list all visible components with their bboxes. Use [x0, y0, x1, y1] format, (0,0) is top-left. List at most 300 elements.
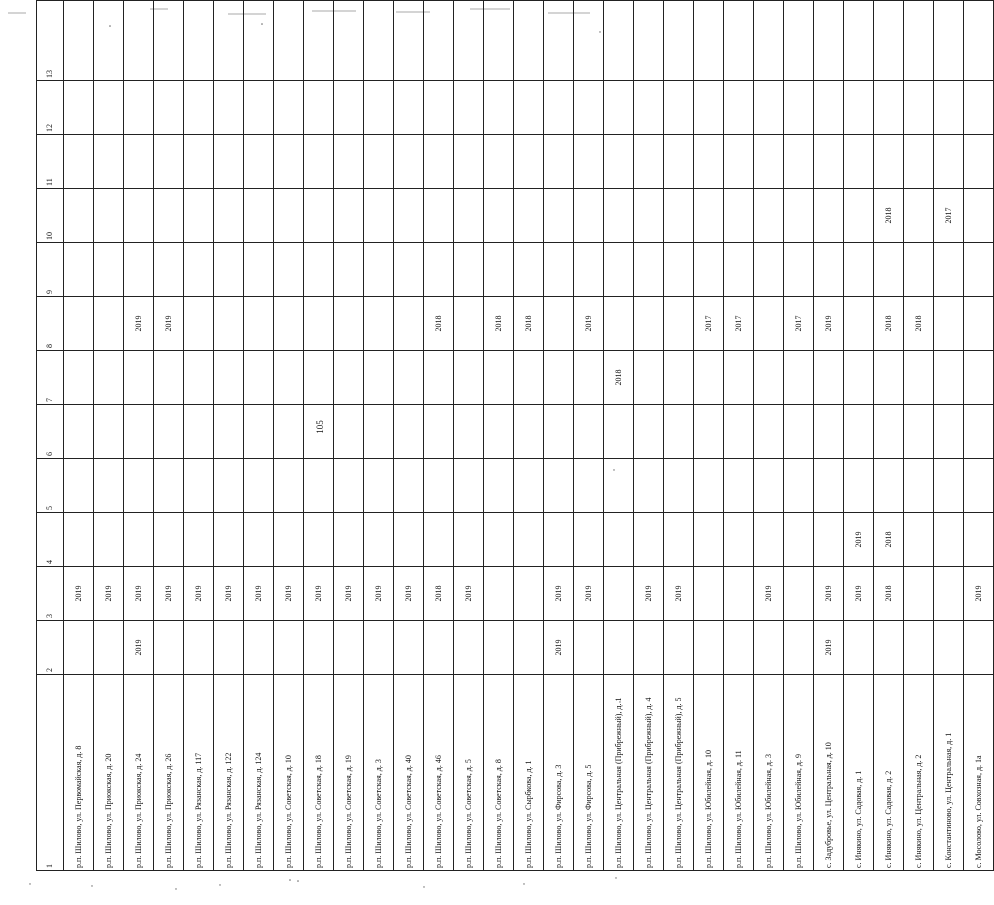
- address-cell: р.п. Шилово, ул. Советская, д. 5: [454, 675, 484, 871]
- year-cell: [124, 243, 154, 297]
- year-cell: [424, 189, 454, 243]
- year-cell: [964, 297, 994, 351]
- year-cell: [754, 297, 784, 351]
- year-cell: [814, 405, 844, 459]
- year-cell: 2019: [184, 567, 214, 621]
- year-cell: [154, 189, 184, 243]
- year-cell: 2019: [754, 567, 784, 621]
- year-cell: [274, 135, 304, 189]
- year-cell: [544, 351, 574, 405]
- year-cell: [574, 513, 604, 567]
- year-cell: [754, 513, 784, 567]
- year-cell: [604, 297, 634, 351]
- address-cell: р.п. Шилово, ул. Приокская, д. 20: [94, 675, 124, 871]
- year-cell: [424, 351, 454, 405]
- year-cell: [634, 135, 664, 189]
- year-cell: [484, 135, 514, 189]
- year-cell: [964, 135, 994, 189]
- table-row: [364, 1, 394, 871]
- year-cell: [244, 459, 274, 513]
- year-cell: [874, 621, 904, 675]
- year-cell: [574, 135, 604, 189]
- year-cell: [244, 351, 274, 405]
- year-cell: [514, 351, 544, 405]
- year-cell: 2019: [244, 567, 274, 621]
- year-cell: [424, 459, 454, 513]
- year-cell: [664, 513, 694, 567]
- year-cell: [604, 621, 634, 675]
- year-cell: 2018: [484, 297, 514, 351]
- address-cell: р.п. Шилово, ул. Фирсова, д. 3: [544, 675, 574, 871]
- year-cell: 2019: [814, 567, 844, 621]
- year-cell: [184, 1, 214, 81]
- year-cell: [904, 513, 934, 567]
- year-cell: 2019: [964, 567, 994, 621]
- year-cell: [544, 81, 574, 135]
- year-cell: [394, 297, 424, 351]
- year-cell: [274, 405, 304, 459]
- year-cell: [274, 243, 304, 297]
- year-cell: [814, 135, 844, 189]
- year-cell: 2019: [334, 567, 364, 621]
- year-cell: [814, 1, 844, 81]
- year-cell: [304, 189, 334, 243]
- year-cell: [184, 243, 214, 297]
- column-number: 7: [37, 351, 64, 405]
- year-cell: [214, 81, 244, 135]
- year-cell: [184, 351, 214, 405]
- column-number: 1: [37, 675, 64, 871]
- register-table: [36, 0, 994, 871]
- year-cell: 2019: [814, 621, 844, 675]
- year-cell: [244, 135, 274, 189]
- table-row: [124, 1, 154, 871]
- year-cell: [604, 567, 634, 621]
- year-cell: [604, 135, 634, 189]
- table-row: [694, 1, 724, 871]
- table-row: [604, 1, 634, 871]
- year-cell: [844, 351, 874, 405]
- year-cell: [844, 189, 874, 243]
- year-cell: [514, 135, 544, 189]
- address-cell: р.п. Шилово, ул. Советская, д. 19: [334, 675, 364, 871]
- year-cell: [694, 513, 724, 567]
- year-cell: [304, 297, 334, 351]
- year-cell: [664, 189, 694, 243]
- year-cell: [784, 351, 814, 405]
- year-cell: [184, 81, 214, 135]
- address-cell: р.п. Шилово, ул. Центральная (Прибрежный), д. 1: [604, 675, 634, 871]
- table-row: [64, 1, 94, 871]
- address-cell: р.п. Шилово, ул. Юбилейная, д. 10: [694, 675, 724, 871]
- column-number: 13: [37, 1, 64, 81]
- year-cell: 2017: [694, 297, 724, 351]
- year-cell: [934, 297, 964, 351]
- address-cell: р.п. Шилово, ул. Приокская, д. 26: [154, 675, 184, 871]
- year-cell: [184, 513, 214, 567]
- year-cell: [904, 405, 934, 459]
- year-cell: 2017: [784, 297, 814, 351]
- year-cell: [364, 297, 394, 351]
- year-cell: 2019: [394, 567, 424, 621]
- year-cell: [604, 189, 634, 243]
- column-number-row: [37, 1, 64, 871]
- year-cell: [424, 135, 454, 189]
- address-cell: р.п. Шилово, ул. Рязанская, д. 117: [184, 675, 214, 871]
- year-cell: [154, 459, 184, 513]
- year-cell: [694, 81, 724, 135]
- year-cell: [754, 621, 784, 675]
- year-cell: [904, 135, 934, 189]
- year-cell: [634, 189, 664, 243]
- year-cell: [694, 459, 724, 513]
- year-cell: [184, 405, 214, 459]
- address-cell: р.п. Шилово, ул. Советская, д. 46: [424, 675, 454, 871]
- year-cell: [844, 621, 874, 675]
- year-cell: [274, 297, 304, 351]
- year-cell: [364, 189, 394, 243]
- year-cell: [304, 351, 334, 405]
- column-number: 2: [37, 621, 64, 675]
- year-cell: [784, 243, 814, 297]
- year-cell: 2019: [274, 567, 304, 621]
- year-cell: [214, 351, 244, 405]
- table-row: [304, 1, 334, 871]
- year-cell: [454, 513, 484, 567]
- year-cell: [604, 459, 634, 513]
- year-cell: [94, 189, 124, 243]
- column-number: 8: [37, 297, 64, 351]
- year-cell: [754, 405, 784, 459]
- year-cell: [244, 189, 274, 243]
- year-cell: [394, 405, 424, 459]
- year-cell: [364, 351, 394, 405]
- address-cell: с. Задубровье, ул. Центральная, д. 10: [814, 675, 844, 871]
- year-cell: [94, 297, 124, 351]
- year-cell: [454, 189, 484, 243]
- address-cell: р.п. Шилово, ул. Центральная (Прибрежный), д. 5: [664, 675, 694, 871]
- year-cell: [724, 243, 754, 297]
- year-cell: 2018: [604, 351, 634, 405]
- year-cell: [664, 297, 694, 351]
- year-cell: [484, 189, 514, 243]
- year-cell: [694, 621, 724, 675]
- year-cell: [664, 621, 694, 675]
- year-cell: [274, 459, 304, 513]
- year-cell: [724, 567, 754, 621]
- year-cell: [514, 459, 544, 513]
- year-cell: [274, 351, 304, 405]
- year-cell: [334, 189, 364, 243]
- year-cell: [874, 135, 904, 189]
- year-cell: 2019: [214, 567, 244, 621]
- year-cell: [424, 513, 454, 567]
- year-cell: [484, 567, 514, 621]
- year-cell: [274, 189, 304, 243]
- year-cell: [94, 459, 124, 513]
- year-cell: [334, 621, 364, 675]
- year-cell: [274, 1, 304, 81]
- column-number: 10: [37, 189, 64, 243]
- year-cell: 2019: [664, 567, 694, 621]
- year-cell: [904, 351, 934, 405]
- year-cell: [244, 1, 274, 81]
- year-cell: 2019: [574, 567, 604, 621]
- year-cell: [904, 459, 934, 513]
- table-row: [904, 1, 934, 871]
- year-cell: [64, 621, 94, 675]
- year-cell: [304, 1, 334, 81]
- year-cell: [754, 135, 784, 189]
- year-cell: [214, 297, 244, 351]
- year-cell: [904, 81, 934, 135]
- year-cell: [814, 243, 844, 297]
- address-cell: р.п. Шилово, ул. Юбилейная, д. 11: [724, 675, 754, 871]
- year-cell: [484, 81, 514, 135]
- year-cell: [64, 513, 94, 567]
- year-cell: [634, 1, 664, 81]
- year-cell: [694, 135, 724, 189]
- year-cell: [334, 351, 364, 405]
- year-cell: [934, 351, 964, 405]
- year-cell: [64, 405, 94, 459]
- table-row: [784, 1, 814, 871]
- table-row: [664, 1, 694, 871]
- year-cell: [874, 1, 904, 81]
- year-cell: [634, 297, 664, 351]
- year-cell: [514, 513, 544, 567]
- year-cell: [64, 135, 94, 189]
- year-cell: [604, 81, 634, 135]
- year-cell: 2019: [94, 567, 124, 621]
- year-cell: 2019: [574, 297, 604, 351]
- address-cell: р.п. Шилово, ул. Рязанская, д. 124: [244, 675, 274, 871]
- year-cell: [844, 1, 874, 81]
- year-cell: [64, 1, 94, 81]
- year-cell: 2019: [844, 567, 874, 621]
- year-cell: [394, 135, 424, 189]
- year-cell: 2018: [904, 297, 934, 351]
- year-cell: [244, 81, 274, 135]
- table-row: [244, 1, 274, 871]
- year-cell: [364, 405, 394, 459]
- table-row: [964, 1, 994, 871]
- year-cell: [304, 405, 334, 459]
- year-cell: [964, 1, 994, 81]
- year-cell: [634, 351, 664, 405]
- year-cell: [964, 243, 994, 297]
- year-cell: [154, 243, 184, 297]
- year-cell: [484, 621, 514, 675]
- year-cell: [514, 567, 544, 621]
- year-cell: [784, 459, 814, 513]
- year-cell: [544, 459, 574, 513]
- year-cell: [274, 621, 304, 675]
- year-cell: [934, 1, 964, 81]
- year-cell: [94, 621, 124, 675]
- year-cell: [304, 621, 334, 675]
- year-cell: [724, 189, 754, 243]
- year-cell: [94, 405, 124, 459]
- year-cell: [574, 459, 604, 513]
- year-cell: [424, 621, 454, 675]
- year-cell: [454, 405, 484, 459]
- year-cell: [634, 459, 664, 513]
- year-cell: [184, 135, 214, 189]
- year-cell: [334, 405, 364, 459]
- year-cell: [394, 1, 424, 81]
- year-cell: [934, 621, 964, 675]
- year-cell: [784, 567, 814, 621]
- year-cell: [934, 405, 964, 459]
- year-cell: [784, 1, 814, 81]
- year-cell: [334, 297, 364, 351]
- year-cell: [94, 1, 124, 81]
- column-number: 6: [37, 405, 64, 459]
- year-cell: [124, 405, 154, 459]
- year-cell: [694, 405, 724, 459]
- year-cell: [934, 459, 964, 513]
- year-cell: [244, 405, 274, 459]
- year-cell: 2018: [874, 189, 904, 243]
- year-cell: [454, 1, 484, 81]
- year-cell: [424, 243, 454, 297]
- page-number: 105: [315, 420, 325, 434]
- year-cell: [244, 513, 274, 567]
- year-cell: [454, 135, 484, 189]
- table-row: [814, 1, 844, 871]
- year-cell: 2019: [544, 567, 574, 621]
- year-cell: [394, 621, 424, 675]
- year-cell: [484, 459, 514, 513]
- address-cell: р.п. Шилово, ул. Советская, д. 3: [364, 675, 394, 871]
- year-cell: [304, 81, 334, 135]
- table-row: [484, 1, 514, 871]
- table-row: [424, 1, 454, 871]
- year-cell: [124, 81, 154, 135]
- year-cell: [844, 81, 874, 135]
- year-cell: [334, 135, 364, 189]
- table-row: [94, 1, 124, 871]
- table-row: [154, 1, 184, 871]
- year-cell: [574, 405, 604, 459]
- year-cell: 2018: [514, 297, 544, 351]
- year-cell: [784, 621, 814, 675]
- year-cell: [784, 81, 814, 135]
- year-cell: [334, 513, 364, 567]
- year-cell: [514, 189, 544, 243]
- table-row: [724, 1, 754, 871]
- year-cell: [154, 405, 184, 459]
- rotated-register: [36, 45, 983, 871]
- year-cell: [544, 297, 574, 351]
- year-cell: 2019: [454, 567, 484, 621]
- column-number: 4: [37, 513, 64, 567]
- year-cell: [184, 621, 214, 675]
- column-number: 5: [37, 459, 64, 513]
- year-cell: [634, 405, 664, 459]
- address-cell: р.п. Шилово, ул. Центральная (Прибрежный), д. 4: [634, 675, 664, 871]
- year-cell: [574, 243, 604, 297]
- address-cell: с. Инякино, ул. Садовая, д. 1: [844, 675, 874, 871]
- year-cell: [664, 351, 694, 405]
- year-cell: [514, 1, 544, 81]
- year-cell: [544, 1, 574, 81]
- year-cell: [64, 459, 94, 513]
- year-cell: [484, 1, 514, 81]
- year-cell: [214, 513, 244, 567]
- address-cell: р.п. Шилово, ул. Советская, д. 18: [304, 675, 334, 871]
- year-cell: [724, 459, 754, 513]
- year-cell: [244, 243, 274, 297]
- year-cell: 2017: [934, 189, 964, 243]
- year-cell: [694, 189, 724, 243]
- year-cell: [304, 243, 334, 297]
- year-cell: [844, 297, 874, 351]
- year-cell: [844, 405, 874, 459]
- year-cell: [514, 405, 544, 459]
- year-cell: 2017: [724, 297, 754, 351]
- year-cell: [754, 351, 784, 405]
- year-cell: [904, 621, 934, 675]
- year-cell: [124, 351, 154, 405]
- year-cell: 2019: [634, 567, 664, 621]
- address-cell: р.п. Шилово, ул. Советская, д. 8: [484, 675, 514, 871]
- year-cell: [394, 351, 424, 405]
- year-cell: [214, 405, 244, 459]
- address-cell: с. Константиново, ул. Центральная, д. 1: [934, 675, 964, 871]
- year-cell: [124, 513, 154, 567]
- year-cell: 2018: [424, 567, 454, 621]
- table-row: [574, 1, 604, 871]
- year-cell: 2019: [154, 297, 184, 351]
- address-cell: р.п. Шилово, ул. Рязанская, д. 122: [214, 675, 244, 871]
- year-cell: [484, 243, 514, 297]
- address-cell: р.п. Шилово, ул. Советская, д. 10: [274, 675, 304, 871]
- address-cell: р.п. Шилово, ул. Сырбкова, д. 1: [514, 675, 544, 871]
- year-cell: [544, 513, 574, 567]
- year-cell: [394, 189, 424, 243]
- year-cell: [964, 459, 994, 513]
- year-cell: [394, 81, 424, 135]
- address-cell: р.п. Шилово, ул. Юбилейная, д. 3: [754, 675, 784, 871]
- year-cell: [424, 405, 454, 459]
- year-cell: [874, 405, 904, 459]
- year-cell: [514, 621, 544, 675]
- year-cell: [604, 405, 634, 459]
- table-row: [184, 1, 214, 871]
- year-cell: [724, 1, 754, 81]
- table-row: [634, 1, 664, 871]
- year-cell: [844, 135, 874, 189]
- table-row: [274, 1, 304, 871]
- table-row: [514, 1, 544, 871]
- year-cell: [184, 297, 214, 351]
- year-cell: [694, 243, 724, 297]
- year-cell: [964, 189, 994, 243]
- address-cell: с. Мосолово, ул. Совхозная, д. 1а: [964, 675, 994, 871]
- year-cell: [724, 513, 754, 567]
- year-cell: 2018: [874, 513, 904, 567]
- year-cell: 2019: [814, 297, 844, 351]
- year-cell: [64, 297, 94, 351]
- year-cell: [784, 513, 814, 567]
- table-row: [844, 1, 874, 871]
- year-cell: [184, 459, 214, 513]
- table-row: [874, 1, 904, 871]
- year-cell: [154, 81, 184, 135]
- year-cell: [364, 621, 394, 675]
